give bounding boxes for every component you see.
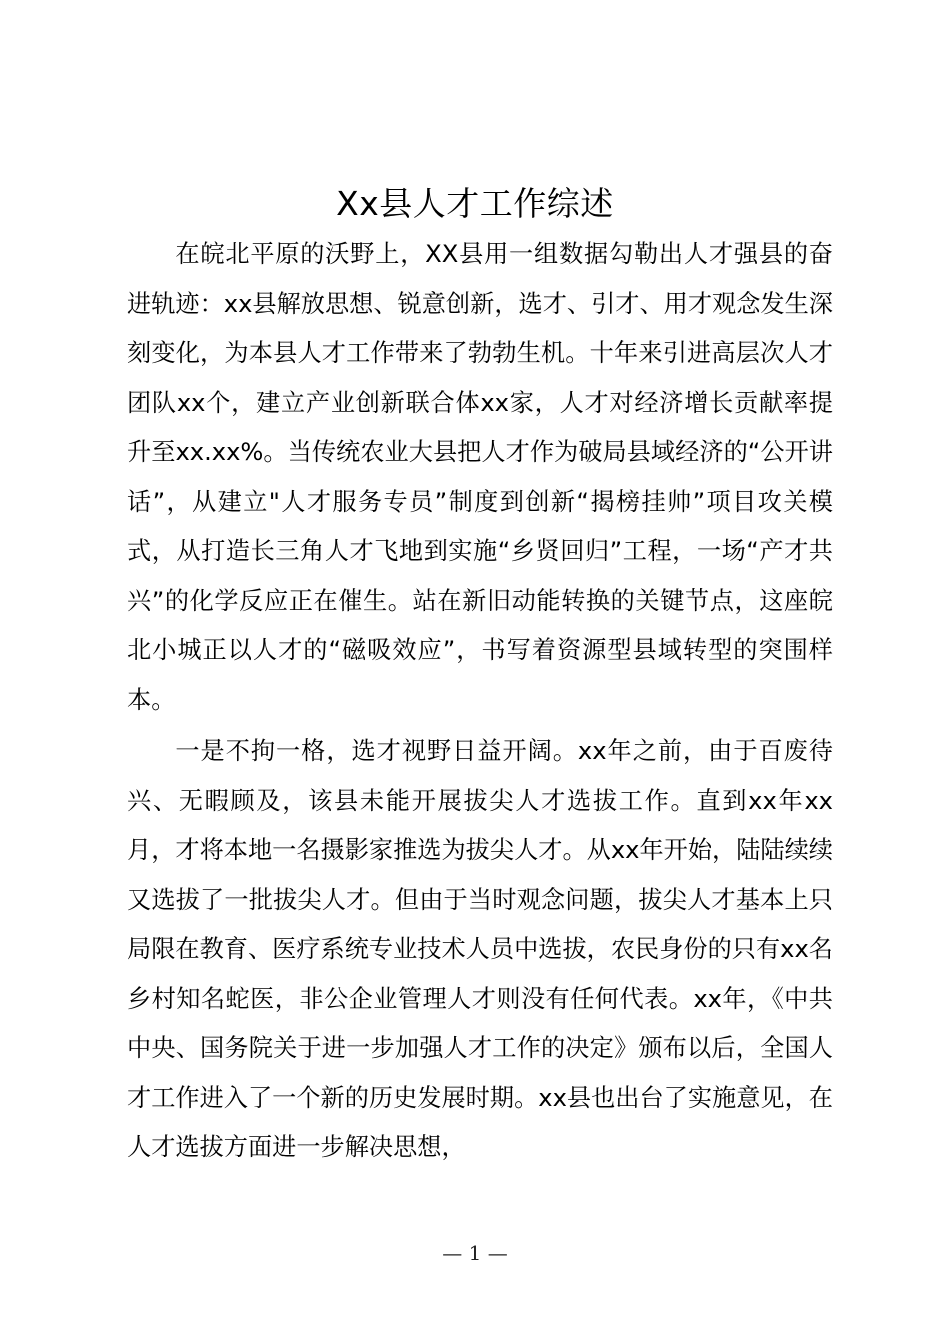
- body-paragraph-1: 在皖北平原的沃野上，XX县用一组数据勾勒出人才强县的奋进轨迹：xx县解放思想、锐意创新，选才、引才、用才观念发生深刻变化，为本县人才工作带来了勃勃生机。十年来引进高层次人才团队xx个，建立产业创新联合体xx家，人才对经济增长贡献率提升至xx.xx%。当传统农业大县把人才作为破局县域经济的“公开讲话”，从建立"人才服务专员”制度到创新“揭榜挂帅”项目攻关模式，从打造长三角人才飞地到实施“乡贤回归”工程，一场“产才共兴”的化学反应正在催生。站在新旧动能转换的关键节点，这座皖北小城正以人才的“磁吸效应”，书写着资源型县域转型的突围样本。: [127, 240, 833, 714]
- body-paragraph-2: 一是不拘一格，选才视野日益开阔。xx年之前，由于百废待兴、无暇顾及，该县未能开展拔尖人才选拔工作。直到xx年xx月，才将本地一名摄影家推选为拔尖人才。从xx年开始，陆陆续续又选拔了一批拔尖人才。但由于当时观念问题，拔尖人才基本上只局限在教育、医疗系统专业技术人员中选拔，农民身份的只有xx名乡村知名蛇医，非公企业管理人才则没有任何代表。xx年，《中共中央、国务院关于进一步加强人才工作的决定》颁布以后，全国人才工作进入了一个新的历史发展时期。xx县也出台了实施意见，在人才选拔方面进一步解决思想，: [127, 737, 833, 1161]
- page-number: — 1 —: [442, 1241, 508, 1265]
- document-title: Xx县人才工作综述: [336, 184, 614, 223]
